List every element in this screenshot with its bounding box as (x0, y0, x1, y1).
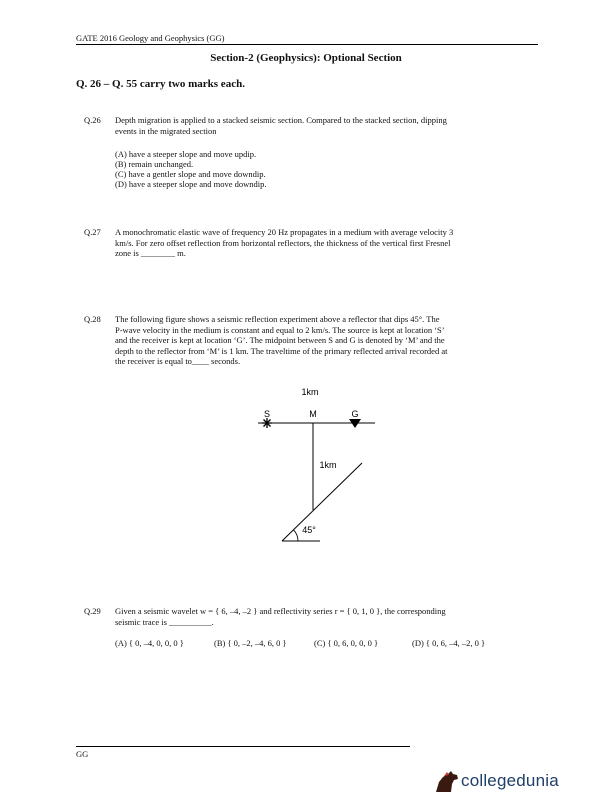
figure-label-m: M (309, 409, 317, 419)
source-star-icon (262, 418, 272, 428)
q28-text-line: the receiver is equal to____ seconds. (115, 356, 241, 366)
q26-option-c: (C) have a gentler slope and move downdip. (115, 169, 266, 179)
q28-text-line: and the receiver is kept at location ‘G’. The midpoint between S and G is denoted by ‘M’ and the (115, 335, 445, 345)
brand-logo (433, 770, 583, 792)
q26-number: Q.26 (84, 115, 101, 125)
dipping-reflector (282, 463, 362, 541)
q27-text-line: zone is ________ m. (115, 248, 186, 258)
header-divider (76, 44, 538, 45)
q29-text-line: Given a seismic wavelet w = { 6, –4, –2 } and reflectivity series r = { 0, 1, 0 }, the corresponding (115, 606, 446, 616)
figure-top-distance: 1km (301, 387, 319, 397)
brand-horse-icon (433, 770, 461, 792)
q27-number: Q.27 (84, 227, 101, 237)
q26-text-line: events in the migrated section (115, 125, 217, 136)
q29-option-b: (B) { 0, –2, –4, 6, 0 } (214, 638, 287, 648)
q27-text-line: km/s. For zero offset reflection from horizontal reflectors, the thickness of the vertical first Fresnel (115, 237, 451, 248)
figure-angle-label: 45° (302, 525, 316, 535)
q29-option-d: (D) { 0, 6, –4, –2, 0 } (412, 638, 486, 648)
q28-text-line: depth to the reflector from ‘M’ is 1 km. The traveltime of the primary reflected arrival recorded at (115, 345, 448, 356)
q26-text (115, 115, 523, 136)
footer-code: GG (76, 749, 89, 759)
q29-number: Q.29 (84, 606, 101, 616)
figure-label-s: S (263, 409, 271, 419)
q26-option-b: (B) remain unchanged. (115, 159, 194, 169)
q28-number: Q.28 (84, 314, 101, 324)
section-title: Section-2 (Geophysics): Optional Section (210, 52, 402, 64)
q27-text (115, 227, 523, 259)
q26-text-line: Depth migration is applied to a stacked seismic section. Compared to the stacked section, dipping (115, 115, 447, 125)
figure-depth-label: 1km (319, 460, 337, 470)
q29-text-line: seismic trace is __________. (115, 616, 214, 627)
q29-option-c: (C) { 0, 6, 0, 0, 0 } (314, 638, 379, 648)
footer-divider (76, 746, 410, 747)
q26-option-d: (D) have a steeper slope and move downdip. (115, 179, 267, 189)
angle-arc (293, 530, 298, 541)
q26-option-a: (A) have a steeper slope and move updip. (115, 149, 257, 159)
figure-label-g: G (351, 409, 359, 419)
exam-header: GATE 2016 Geology and Geophysics (GG) (76, 33, 225, 43)
marks-note: Q. 26 – Q. 55 carry two marks each. (76, 78, 245, 90)
q29-option-a: (A) { 0, –4, 0, 0, 0 } (115, 638, 184, 648)
q29-text (115, 606, 523, 627)
q26-options (115, 149, 267, 189)
q28-text-line: P-wave velocity in the medium is constant and equal to 2 km/s. The source is kept at location ‘S’ (115, 324, 445, 335)
reflection-figure (240, 382, 380, 552)
brand-name: collegedunia (461, 771, 559, 790)
q28-text-line: The following figure shows a seismic reflection experiment above a reflector that dips 45°. The (115, 314, 440, 324)
q27-text-line: A monochromatic elastic wave of frequency 20 Hz propagates in a medium with average velocity 3 (115, 227, 454, 237)
q28-text (115, 314, 523, 367)
